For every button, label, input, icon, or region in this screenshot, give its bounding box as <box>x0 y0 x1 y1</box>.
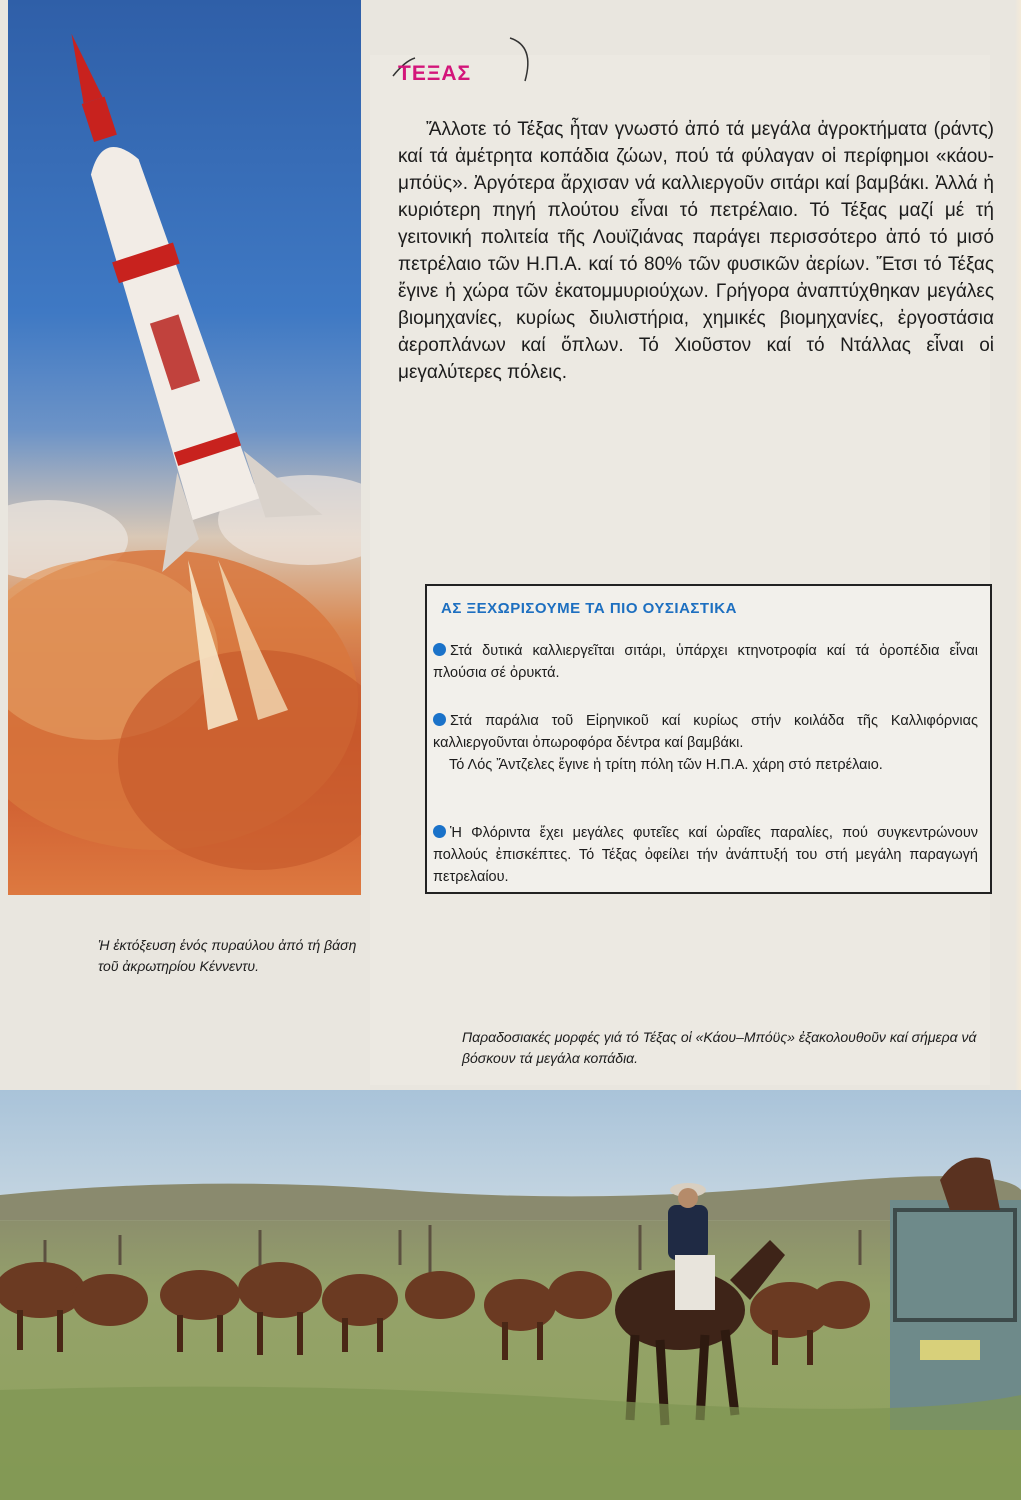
bullet-icon <box>433 825 446 838</box>
summary-item-text: Στά παράλια τοῦ Εἰρηνικοῦ καί κυρίως στήν κοιλάδα τῆς Καλλιφόρνιας καλλιεργοῦνται ὀπωροφόρα δέντρα καί βαμβάκι. <box>433 713 978 751</box>
rocket-launch-photo <box>8 0 361 895</box>
summary-title: ΑΣ ΞΕΧΩΡΙΣΟΥΜΕ ΤΑ ΠΙΟ ΟΥΣΙΑΣΤΙΚΑ <box>441 600 737 617</box>
article-paragraph: Ἄλλοτε τό Τέξας ἦταν γνωστό ἀπό τά μεγάλα ἀγροκτήματα (ράντς) καί τά ἀμέτρητα κοπάδια ζώων, πού τά φύλαγαν οἱ περίφημοι «κάου-μπόϋς». Ἀργότερα ἄρχισαν νά καλλιεργοῦν σιτάρι καί βαμβάκι. Ἀλλά ἡ κυριότερη πηγή πλούτου εἶναι τό πετρέλαιο. Τό Τέξας μαζί μέ τή γειτονική πολιτεία τῆς Λουϊζιάνας παράγει περισσότερο ἀπό τό μισό πετρέλαιο τῶν Η.Π.Α. καί τό 80% τῶν φυσικῶν ἀερίων. Ἔτσι τό Τέξας ἔγινε ἡ χώρα τῶν ἑκατομμυριούχων. Γρήγορα ἀναπτύχθηκαν μεγάλες βιομηχανίες, κυρίως διυλιστήρια, χημικές βιομηχανίες, ἐργοστάσια ἀεροπλάνων καί ὅπλων. Τό Χιοῦστον καί τό Ντάλλας εἶναι οἱ μεγαλύτερες πόλεις. <box>398 119 994 383</box>
summary-item <box>433 710 978 776</box>
ranch-photo <box>0 1090 1021 1500</box>
summary-item-subtext: Τό Λός Ἄντζελες ἔγινε ἡ τρίτη πόλη τῶν Η.Π.Α. χάρη στό πετρέλαιο. <box>449 757 883 773</box>
article-body <box>398 116 994 386</box>
summary-item-text: Ἡ Φλόριντα ἔχει μεγάλες φυτεῖες καί ὡραῖες παραλίες, πού συγκεντρώνουν πολλούς ἐπισκέπτες. Τό Τέξας ὀφείλει τήν ἀνάπτυξή του στή μεγάλη παραγωγή πετρελαίου. <box>433 825 978 885</box>
summary-item <box>433 640 978 684</box>
summary-item <box>433 822 978 888</box>
summary-box <box>425 584 992 894</box>
summary-item-text: Στά δυτικά καλλιεργεῖται σιτάρι, ὑπάρχει κτηνοτροφία καί τά ὀροπέδια εἶναι πλούσια σέ ὀρυκτά. <box>433 643 978 681</box>
rocket-launch-illustration <box>8 0 361 895</box>
bullet-icon <box>433 713 446 726</box>
page-edge <box>1015 0 1021 1090</box>
article-title: ΤΕΞΑΣ <box>398 62 472 85</box>
rocket-caption: Ἡ ἐκτόξευση ἑνός πυραύλου ἀπό τή βάση τοῦ ἀκρωτηρίου Κέννεντυ. <box>98 937 357 974</box>
ranch-caption: Παραδοσιακές μορφές γιά τό Τέξας οἱ «Κάου–Μπόϋς» ἐξακολουθοῦν καί σήμερα νά βόσκουν τά μεγάλα κοπάδια. <box>462 1029 977 1066</box>
bullet-icon <box>433 643 446 656</box>
cowboy-cattle-illustration <box>0 1090 1021 1500</box>
